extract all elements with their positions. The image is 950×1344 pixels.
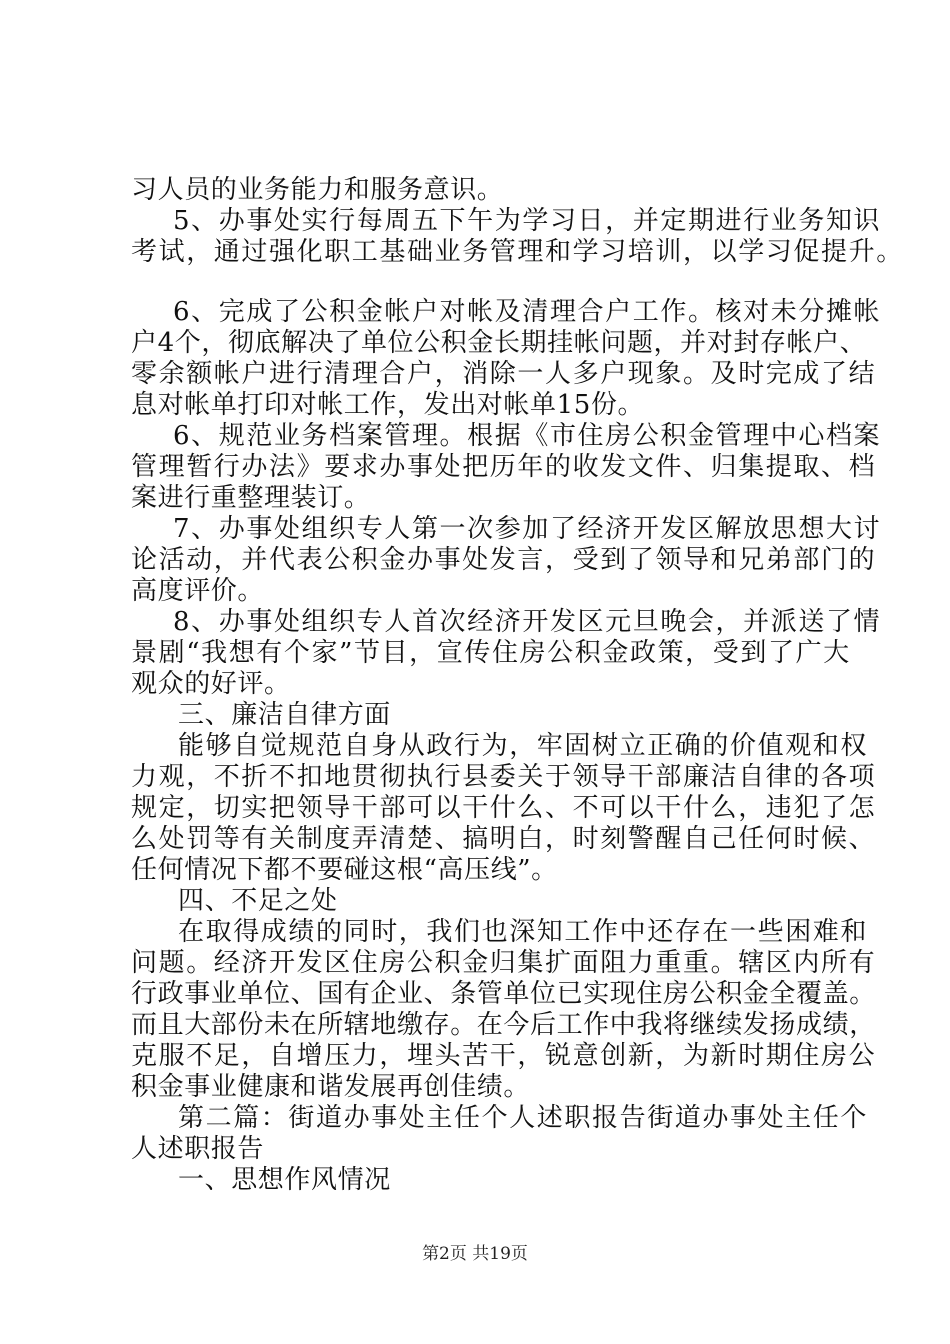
- text-line: 任何情况下都不要碰这根“高压线”。: [131, 855, 558, 885]
- page-number-footer: 第2页 共19页: [422, 1244, 528, 1264]
- section-heading: 一、思想作风情况: [178, 1165, 391, 1195]
- text-line: 管理暂行办法》要求办事处把历年的收发文件、归集提取、档: [131, 452, 877, 482]
- text-line: 在取得成绩的同时，我们也深知工作中还存在一些困难和: [178, 917, 869, 947]
- text-line: 高度评价。: [131, 576, 265, 606]
- text-line: 6、规范业务档案管理。根据《市住房公积金管理中心档案: [173, 421, 882, 451]
- text-line: 6、完成了公积金帐户对帐及清理合户工作。核对未分摊帐: [173, 297, 882, 327]
- text-line: 论活动，并代表公积金办事处发言，受到了领导和兄弟部门的: [131, 545, 877, 575]
- text-line: 规定，切实把领导干部可以干什么、不可以干什么，违犯了怎: [131, 793, 877, 823]
- text-line: 案进行重整理装订。: [131, 483, 371, 513]
- text-line: 而且大部份未在所辖地缴存。在今后工作中我将继续发扬成绩，: [131, 1010, 876, 1040]
- text-line: 8、办事处组织专人首次经济开发区元旦晚会，并派送了情: [173, 607, 882, 637]
- text-line: 问题。经济开发区住房公积金归集扩面阻力重重。辖区内所有: [131, 948, 877, 978]
- text-line: 能够自觉规范自身从政行为，牢固树立正确的价值观和权: [178, 731, 869, 761]
- text-line: 克服不足，自增压力，埋头苦干，锐意创新，为新时期住房公: [131, 1041, 877, 1071]
- text-line: 观众的好评。: [131, 669, 291, 699]
- text-line: 景剧“我想有个家”节目，宣传住房公积金政策，受到了广大: [131, 638, 851, 668]
- chapter-heading: 第二篇：街道办事处主任个人述职报告街道办事处主任个: [178, 1103, 869, 1133]
- section-heading: 三、廉洁自律方面: [178, 700, 391, 730]
- section-heading: 四、不足之处: [178, 886, 338, 916]
- chapter-heading: 人述职报告: [131, 1134, 265, 1164]
- text-line: 考试，通过强化职工基础业务管理和学习培训，以学习促提升。: [131, 237, 904, 267]
- text-line: 5、办事处实行每周五下午为学习日，并定期进行业务知识: [173, 206, 882, 236]
- text-line: 零余额帐户进行清理合户，消除一人多户现象。及时完成了结: [131, 359, 877, 389]
- text-line: 息对帐单打印对帐工作，发出对帐单15份。: [131, 390, 645, 420]
- text-line: 户4个，彻底解决了单位公积金长期挂帐问题，并对封存帐户、: [131, 328, 867, 358]
- text-line: 行政事业单位、国有企业、条管单位已实现住房公积金全覆盖。: [131, 979, 876, 1009]
- text-line: 么处罚等有关制度弄清楚、搞明白，时刻警醒自己任何时候、: [131, 824, 877, 854]
- text-line: 力观，不折不扣地贯彻执行县委关于领导干部廉洁自律的各项: [131, 762, 877, 792]
- text-line: 积金事业健康和谐发展再创佳绩。: [131, 1072, 531, 1102]
- text-line: 习人员的业务能力和服务意识。: [131, 175, 504, 205]
- text-line: 7、办事处组织专人第一次参加了经济开发区解放思想大讨: [173, 514, 882, 544]
